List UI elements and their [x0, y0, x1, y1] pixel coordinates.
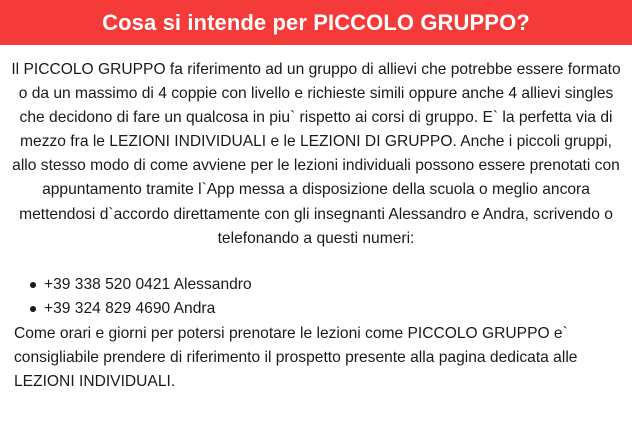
outro-paragraph: Come orari e giorni per potersi prenotare le lezioni come PICCOLO GRUPPO e` consigliabile prendere di riferimento il prospetto presente alla pagina dedicata alle LEZIONI INDIVIDUALI. — [14, 325, 578, 391]
contact-text: +39 338 520 0421 Alessandro — [44, 276, 252, 293]
contact-item-andra — [0, 297, 252, 321]
contact-text: +39 324 829 4690 Andra — [44, 300, 216, 318]
contacts-list — [0, 273, 252, 321]
bullet-icon — [30, 306, 36, 312]
page-title: Cosa si intende per PICCOLO GRUPPO? — [102, 9, 530, 35]
header-banner — [0, 0, 632, 45]
intro-paragraph: Il PICCOLO GRUPPO fa riferimento ad un gruppo di allievi che potrebbe essere formato o da un massimo di 4 coppie con livello e richieste simili oppure anche 4 allievi singles che decidono di fare un qualcosa in piu` rispetto ai corsi di gruppo. E` la perfetta via di mezzo fra le LEZIONI INDIVIDUALI e le LEZIONI DI GRUPPO. Anche i piccoli gruppi, allo stesso modo di come avviene per le lezioni individuali possono essere prenotati con appuntamento tramite l`App messa a disposizione della scuola o meglio ancora mettendosi d`accordo direttamente con gli insegnanti Alessandro e Andra, scrivendo o telefonando a questi numeri: — [11, 61, 621, 247]
bullet-icon — [30, 282, 36, 288]
contact-item-alessandro — [0, 273, 252, 297]
